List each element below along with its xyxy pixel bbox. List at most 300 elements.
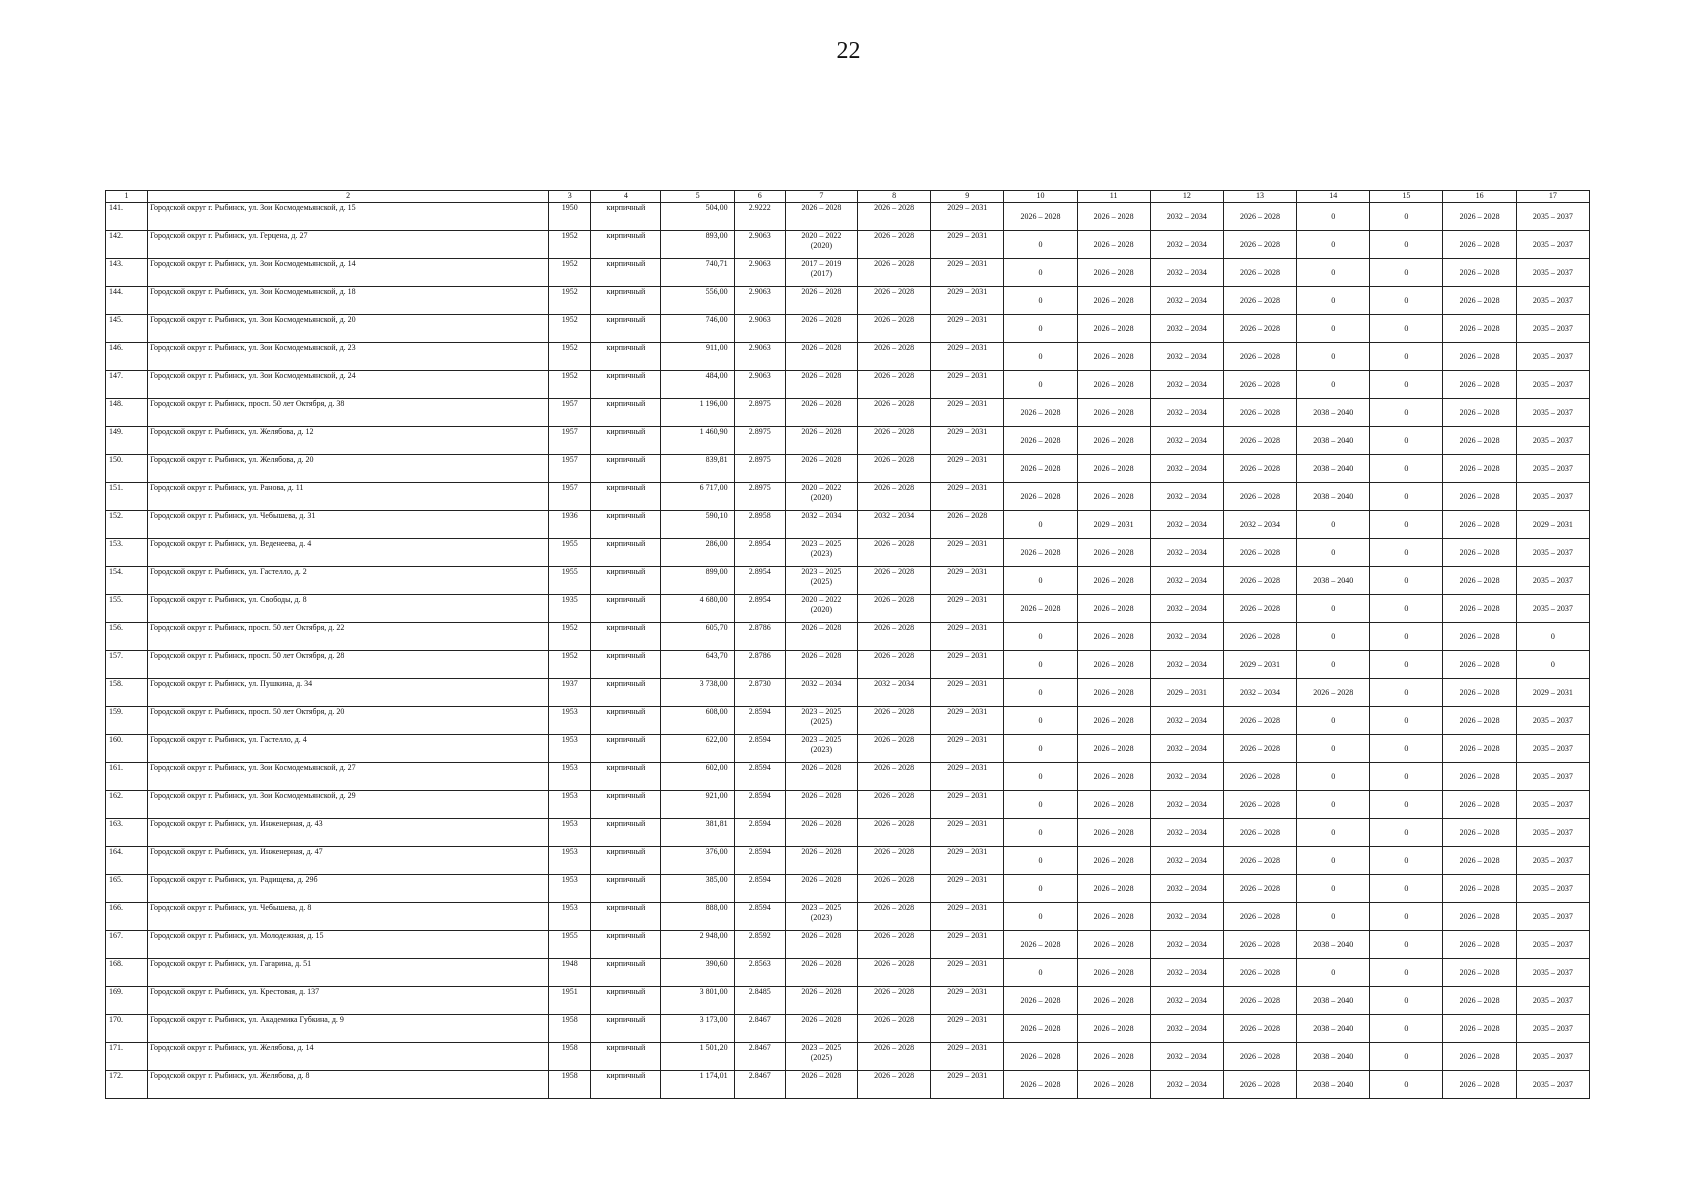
cell-area: 746,00	[661, 315, 734, 343]
column-header-2: 2	[148, 191, 549, 203]
cell-period-col-16: 2026 – 2028	[1443, 343, 1516, 371]
cell-period-col-11: 2026 – 2028	[1077, 1015, 1150, 1043]
cell-period-col-10: 0	[1004, 343, 1077, 371]
cell-area: 590,10	[661, 511, 734, 539]
cell-period-col-11: 2026 – 2028	[1077, 539, 1150, 567]
cell-wall-material: кирпичный	[591, 679, 661, 707]
cell-period-col-9: 2029 – 2031	[931, 231, 1004, 259]
cell-row-number: 159.	[106, 707, 148, 735]
cell-period-col-16: 2026 – 2028	[1443, 1071, 1516, 1099]
cell-coefficient: 2.8594	[734, 847, 785, 875]
table-row	[106, 1043, 1590, 1071]
cell-area: 921,00	[661, 791, 734, 819]
cell-coefficient: 2.8594	[734, 707, 785, 735]
table-row	[106, 595, 1590, 623]
cell-period-col-12: 2032 – 2034	[1150, 931, 1223, 959]
cell-area: 381,81	[661, 819, 734, 847]
cell-year-built: 1955	[549, 931, 591, 959]
cell-period-col-7: 2026 – 2028	[785, 315, 857, 343]
cell-period-col-12: 2032 – 2034	[1150, 1071, 1223, 1099]
cell-period-col-13: 2026 – 2028	[1223, 427, 1296, 455]
cell-coefficient: 2.8467	[734, 1015, 785, 1043]
cell-period-col-10: 2026 – 2028	[1004, 483, 1077, 511]
cell-period-col-9: 2029 – 2031	[931, 1071, 1004, 1099]
column-header-13: 13	[1223, 191, 1296, 203]
cell-period-col-9: 2029 – 2031	[931, 1015, 1004, 1043]
cell-period-col-10: 0	[1004, 903, 1077, 931]
cell-period-col-9: 2029 – 2031	[931, 595, 1004, 623]
cell-period-col-14: 0	[1297, 371, 1370, 399]
cell-period-col-8: 2026 – 2028	[857, 707, 930, 735]
table-row	[106, 287, 1590, 315]
cell-period-col-13: 2026 – 2028	[1223, 1043, 1296, 1071]
cell-period-col-11: 2026 – 2028	[1077, 735, 1150, 763]
cell-period-col-9: 2029 – 2031	[931, 287, 1004, 315]
cell-period-col-9: 2029 – 2031	[931, 315, 1004, 343]
cell-period-col-17: 2035 – 2037	[1516, 567, 1589, 595]
cell-period-col-15: 0	[1370, 595, 1443, 623]
table-row	[106, 399, 1590, 427]
cell-period-col-11: 2026 – 2028	[1077, 399, 1150, 427]
cell-period-col-12: 2032 – 2034	[1150, 231, 1223, 259]
cell-period-col-12: 2032 – 2034	[1150, 959, 1223, 987]
cell-period-col-8: 2026 – 2028	[857, 259, 930, 287]
cell-period-col-17: 2035 – 2037	[1516, 427, 1589, 455]
cell-wall-material: кирпичный	[591, 903, 661, 931]
cell-period-col-17: 2035 – 2037	[1516, 343, 1589, 371]
cell-period-col-16: 2026 – 2028	[1443, 623, 1516, 651]
cell-wall-material: кирпичный	[591, 791, 661, 819]
cell-period-col-12: 2029 – 2031	[1150, 679, 1223, 707]
table-row	[106, 1015, 1590, 1043]
cell-period-col-12: 2032 – 2034	[1150, 399, 1223, 427]
cell-row-number: 146.	[106, 343, 148, 371]
cell-period-col-10: 2026 – 2028	[1004, 987, 1077, 1015]
cell-period-col-12: 2032 – 2034	[1150, 903, 1223, 931]
cell-period-col-11: 2026 – 2028	[1077, 791, 1150, 819]
cell-period-col-10: 2026 – 2028	[1004, 455, 1077, 483]
table-row	[106, 931, 1590, 959]
cell-row-number: 154.	[106, 567, 148, 595]
cell-coefficient: 2.8467	[734, 1043, 785, 1071]
cell-period-col-7: 2026 – 2028	[785, 959, 857, 987]
cell-period-col-17: 2035 – 2037	[1516, 287, 1589, 315]
cell-year-built: 1936	[549, 511, 591, 539]
cell-period-col-16: 2026 – 2028	[1443, 315, 1516, 343]
cell-wall-material: кирпичный	[591, 651, 661, 679]
cell-period-col-14: 0	[1297, 315, 1370, 343]
cell-period-col-10: 0	[1004, 735, 1077, 763]
cell-period-col-15: 0	[1370, 763, 1443, 791]
cell-row-number: 156.	[106, 623, 148, 651]
cell-wall-material: кирпичный	[591, 259, 661, 287]
cell-period-col-8: 2026 – 2028	[857, 231, 930, 259]
table-row	[106, 623, 1590, 651]
cell-period-col-16: 2026 – 2028	[1443, 483, 1516, 511]
cell-year-built: 1955	[549, 567, 591, 595]
cell-year-built: 1958	[549, 1015, 591, 1043]
cell-period-col-11: 2026 – 2028	[1077, 819, 1150, 847]
cell-period-col-13: 2026 – 2028	[1223, 819, 1296, 847]
cell-period-col-12: 2032 – 2034	[1150, 623, 1223, 651]
cell-period-col-11: 2026 – 2028	[1077, 847, 1150, 875]
cell-coefficient: 2.8592	[734, 931, 785, 959]
cell-year-built: 1953	[549, 847, 591, 875]
table-row	[106, 427, 1590, 455]
cell-period-col-15: 0	[1370, 931, 1443, 959]
cell-period-col-12: 2032 – 2034	[1150, 259, 1223, 287]
cell-period-col-9: 2029 – 2031	[931, 1043, 1004, 1071]
cell-period-col-7: 2026 – 2028	[785, 371, 857, 399]
cell-period-col-8: 2026 – 2028	[857, 1071, 930, 1099]
cell-area: 376,00	[661, 847, 734, 875]
cell-period-col-14: 2038 – 2040	[1297, 1043, 1370, 1071]
cell-period-col-17: 2035 – 2037	[1516, 315, 1589, 343]
cell-address: Городской округ г. Рыбинск, ул. Чебышева, д. 31	[148, 511, 549, 539]
cell-period-col-7: 2020 – 2022 (2020)	[785, 231, 857, 259]
cell-period-col-17: 2035 – 2037	[1516, 847, 1589, 875]
cell-period-col-7: 2026 – 2028	[785, 875, 857, 903]
cell-period-col-13: 2026 – 2028	[1223, 343, 1296, 371]
cell-row-number: 150.	[106, 455, 148, 483]
cell-period-col-14: 0	[1297, 819, 1370, 847]
cell-period-col-16: 2026 – 2028	[1443, 707, 1516, 735]
cell-row-number: 169.	[106, 987, 148, 1015]
cell-period-col-17: 2035 – 2037	[1516, 791, 1589, 819]
cell-address: Городской округ г. Рыбинск, ул. Чебышева, д. 8	[148, 903, 549, 931]
cell-period-col-9: 2029 – 2031	[931, 679, 1004, 707]
cell-row-number: 141.	[106, 203, 148, 231]
table-row	[106, 539, 1590, 567]
cell-period-col-7: 2026 – 2028	[785, 623, 857, 651]
cell-period-col-16: 2026 – 2028	[1443, 259, 1516, 287]
cell-period-col-13: 2026 – 2028	[1223, 1015, 1296, 1043]
cell-period-col-7: 2020 – 2022 (2020)	[785, 483, 857, 511]
cell-period-col-16: 2026 – 2028	[1443, 539, 1516, 567]
table-row	[106, 735, 1590, 763]
cell-period-col-8: 2026 – 2028	[857, 987, 930, 1015]
cell-address: Городской округ г. Рыбинск, просп. 50 лет Октября, д. 38	[148, 399, 549, 427]
cell-area: 643,70	[661, 651, 734, 679]
cell-area: 286,00	[661, 539, 734, 567]
cell-period-col-17: 2035 – 2037	[1516, 1015, 1589, 1043]
cell-area: 893,00	[661, 231, 734, 259]
cell-period-col-14: 0	[1297, 847, 1370, 875]
cell-period-col-11: 2026 – 2028	[1077, 455, 1150, 483]
cell-year-built: 1948	[549, 959, 591, 987]
cell-period-col-13: 2032 – 2034	[1223, 679, 1296, 707]
cell-period-col-10: 0	[1004, 315, 1077, 343]
cell-address: Городской округ г. Рыбинск, ул. Зои Космодемьянской, д. 23	[148, 343, 549, 371]
cell-period-col-13: 2026 – 2028	[1223, 1071, 1296, 1099]
cell-row-number: 170.	[106, 1015, 148, 1043]
cell-period-col-13: 2026 – 2028	[1223, 399, 1296, 427]
cell-period-col-10: 0	[1004, 959, 1077, 987]
cell-address: Городской округ г. Рыбинск, ул. Герцена, д. 27	[148, 231, 549, 259]
cell-wall-material: кирпичный	[591, 511, 661, 539]
cell-coefficient: 2.8954	[734, 595, 785, 623]
cell-period-col-10: 2026 – 2028	[1004, 427, 1077, 455]
cell-period-col-15: 0	[1370, 735, 1443, 763]
cell-period-col-8: 2026 – 2028	[857, 1015, 930, 1043]
cell-year-built: 1937	[549, 679, 591, 707]
cell-period-col-10: 0	[1004, 567, 1077, 595]
cell-area: 1 174,01	[661, 1071, 734, 1099]
cell-period-col-11: 2026 – 2028	[1077, 567, 1150, 595]
cell-row-number: 168.	[106, 959, 148, 987]
cell-period-col-8: 2026 – 2028	[857, 875, 930, 903]
cell-period-col-15: 0	[1370, 959, 1443, 987]
cell-period-col-15: 0	[1370, 455, 1443, 483]
cell-area: 605,70	[661, 623, 734, 651]
table-row	[106, 959, 1590, 987]
cell-period-col-9: 2029 – 2031	[931, 931, 1004, 959]
cell-area: 3 173,00	[661, 1015, 734, 1043]
cell-area: 1 196,00	[661, 399, 734, 427]
cell-row-number: 166.	[106, 903, 148, 931]
cell-row-number: 165.	[106, 875, 148, 903]
cell-wall-material: кирпичный	[591, 707, 661, 735]
cell-period-col-17: 2035 – 2037	[1516, 539, 1589, 567]
cell-period-col-8: 2026 – 2028	[857, 483, 930, 511]
cell-wall-material: кирпичный	[591, 483, 661, 511]
cell-period-col-12: 2032 – 2034	[1150, 819, 1223, 847]
cell-period-col-12: 2032 – 2034	[1150, 539, 1223, 567]
cell-period-col-17: 2035 – 2037	[1516, 231, 1589, 259]
cell-period-col-16: 2026 – 2028	[1443, 959, 1516, 987]
cell-period-col-13: 2026 – 2028	[1223, 595, 1296, 623]
cell-period-col-12: 2032 – 2034	[1150, 455, 1223, 483]
cell-period-col-11: 2026 – 2028	[1077, 707, 1150, 735]
cell-period-col-9: 2029 – 2031	[931, 623, 1004, 651]
cell-period-col-12: 2032 – 2034	[1150, 707, 1223, 735]
cell-year-built: 1952	[549, 371, 591, 399]
table-row	[106, 455, 1590, 483]
cell-period-col-14: 0	[1297, 623, 1370, 651]
cell-period-col-13: 2026 – 2028	[1223, 371, 1296, 399]
cell-period-col-10: 2026 – 2028	[1004, 595, 1077, 623]
column-header-4: 4	[591, 191, 661, 203]
cell-period-col-11: 2026 – 2028	[1077, 987, 1150, 1015]
cell-period-col-15: 0	[1370, 679, 1443, 707]
cell-area: 1 501,20	[661, 1043, 734, 1071]
cell-period-col-14: 0	[1297, 763, 1370, 791]
cell-coefficient: 2.8975	[734, 455, 785, 483]
cell-period-col-10: 2026 – 2028	[1004, 399, 1077, 427]
cell-period-col-17: 2035 – 2037	[1516, 707, 1589, 735]
cell-period-col-12: 2032 – 2034	[1150, 791, 1223, 819]
cell-address: Городской округ г. Рыбинск, ул. Веденеева, д. 4	[148, 539, 549, 567]
table-row	[106, 679, 1590, 707]
table-row	[106, 791, 1590, 819]
cell-period-col-7: 2026 – 2028	[785, 987, 857, 1015]
cell-address: Городской округ г. Рыбинск, ул. Желябова, д. 20	[148, 455, 549, 483]
cell-year-built: 1952	[549, 259, 591, 287]
cell-period-col-12: 2032 – 2034	[1150, 343, 1223, 371]
cell-period-col-7: 2026 – 2028	[785, 427, 857, 455]
cell-period-col-7: 2023 – 2025 (2025)	[785, 707, 857, 735]
cell-year-built: 1957	[549, 455, 591, 483]
cell-year-built: 1935	[549, 595, 591, 623]
cell-wall-material: кирпичный	[591, 567, 661, 595]
cell-period-col-13: 2026 – 2028	[1223, 875, 1296, 903]
cell-period-col-16: 2026 – 2028	[1443, 287, 1516, 315]
cell-period-col-13: 2026 – 2028	[1223, 315, 1296, 343]
cell-coefficient: 2.8975	[734, 483, 785, 511]
cell-period-col-7: 2020 – 2022 (2020)	[785, 595, 857, 623]
cell-wall-material: кирпичный	[591, 231, 661, 259]
cell-period-col-15: 0	[1370, 203, 1443, 231]
cell-year-built: 1953	[549, 791, 591, 819]
cell-period-col-15: 0	[1370, 707, 1443, 735]
cell-period-col-15: 0	[1370, 875, 1443, 903]
cell-period-col-15: 0	[1370, 539, 1443, 567]
cell-period-col-17: 2035 – 2037	[1516, 1043, 1589, 1071]
cell-period-col-14: 2038 – 2040	[1297, 931, 1370, 959]
cell-period-col-15: 0	[1370, 623, 1443, 651]
cell-period-col-8: 2026 – 2028	[857, 763, 930, 791]
cell-row-number: 167.	[106, 931, 148, 959]
cell-period-col-10: 0	[1004, 791, 1077, 819]
table-row	[106, 343, 1590, 371]
cell-year-built: 1953	[549, 735, 591, 763]
cell-year-built: 1951	[549, 987, 591, 1015]
cell-period-col-14: 2038 – 2040	[1297, 427, 1370, 455]
cell-period-col-17: 2035 – 2037	[1516, 931, 1589, 959]
cell-period-col-9: 2029 – 2031	[931, 707, 1004, 735]
cell-period-col-7: 2026 – 2028	[785, 1015, 857, 1043]
cell-row-number: 153.	[106, 539, 148, 567]
cell-period-col-12: 2032 – 2034	[1150, 203, 1223, 231]
cell-period-col-15: 0	[1370, 371, 1443, 399]
cell-address: Городской округ г. Рыбинск, ул. Желябова, д. 14	[148, 1043, 549, 1071]
cell-period-col-11: 2026 – 2028	[1077, 203, 1150, 231]
cell-period-col-16: 2026 – 2028	[1443, 763, 1516, 791]
cell-period-col-11: 2026 – 2028	[1077, 595, 1150, 623]
cell-period-col-17: 2029 – 2031	[1516, 511, 1589, 539]
cell-area: 3 801,00	[661, 987, 734, 1015]
cell-period-col-12: 2032 – 2034	[1150, 1043, 1223, 1071]
cell-period-col-7: 2017 – 2019 (2017)	[785, 259, 857, 287]
cell-period-col-16: 2026 – 2028	[1443, 735, 1516, 763]
cell-period-col-11: 2026 – 2028	[1077, 1043, 1150, 1071]
column-header-1: 1	[106, 191, 148, 203]
page-number: 22	[836, 38, 861, 64]
cell-period-col-14: 0	[1297, 875, 1370, 903]
cell-period-col-15: 0	[1370, 987, 1443, 1015]
cell-period-col-9: 2029 – 2031	[931, 819, 1004, 847]
cell-period-col-16: 2026 – 2028	[1443, 567, 1516, 595]
cell-coefficient: 2.9222	[734, 203, 785, 231]
cell-year-built: 1958	[549, 1043, 591, 1071]
cell-period-col-11: 2026 – 2028	[1077, 1071, 1150, 1099]
cell-period-col-14: 0	[1297, 203, 1370, 231]
table-row	[106, 987, 1590, 1015]
cell-period-col-7: 2026 – 2028	[785, 343, 857, 371]
cell-period-col-7: 2026 – 2028	[785, 203, 857, 231]
cell-coefficient: 2.8954	[734, 567, 785, 595]
cell-coefficient: 2.9063	[734, 371, 785, 399]
cell-period-col-15: 0	[1370, 819, 1443, 847]
column-header-15: 15	[1370, 191, 1443, 203]
cell-period-col-14: 2038 – 2040	[1297, 1015, 1370, 1043]
cell-period-col-15: 0	[1370, 1043, 1443, 1071]
cell-period-col-12: 2032 – 2034	[1150, 483, 1223, 511]
cell-period-col-8: 2032 – 2034	[857, 511, 930, 539]
cell-area: 602,00	[661, 763, 734, 791]
cell-row-number: 148.	[106, 399, 148, 427]
cell-period-col-13: 2029 – 2031	[1223, 651, 1296, 679]
cell-period-col-16: 2026 – 2028	[1443, 875, 1516, 903]
cell-period-col-7: 2032 – 2034	[785, 511, 857, 539]
column-header-14: 14	[1297, 191, 1370, 203]
cell-period-col-14: 0	[1297, 651, 1370, 679]
cell-period-col-15: 0	[1370, 567, 1443, 595]
cell-period-col-15: 0	[1370, 259, 1443, 287]
cell-period-col-14: 0	[1297, 903, 1370, 931]
cell-period-col-16: 2026 – 2028	[1443, 679, 1516, 707]
cell-row-number: 149.	[106, 427, 148, 455]
cell-period-col-9: 2029 – 2031	[931, 539, 1004, 567]
cell-period-col-7: 2026 – 2028	[785, 399, 857, 427]
cell-row-number: 171.	[106, 1043, 148, 1071]
cell-period-col-9: 2029 – 2031	[931, 343, 1004, 371]
cell-period-col-10: 2026 – 2028	[1004, 203, 1077, 231]
cell-coefficient: 2.9063	[734, 259, 785, 287]
cell-period-col-16: 2026 – 2028	[1443, 1043, 1516, 1071]
cell-period-col-13: 2026 – 2028	[1223, 539, 1296, 567]
cell-area: 899,00	[661, 567, 734, 595]
cell-period-col-12: 2032 – 2034	[1150, 651, 1223, 679]
cell-period-col-15: 0	[1370, 427, 1443, 455]
cell-period-col-11: 2026 – 2028	[1077, 315, 1150, 343]
column-header-7: 7	[785, 191, 857, 203]
cell-period-col-10: 0	[1004, 707, 1077, 735]
cell-area: 2 948,00	[661, 931, 734, 959]
cell-period-col-16: 2026 – 2028	[1443, 455, 1516, 483]
cell-period-col-13: 2026 – 2028	[1223, 931, 1296, 959]
cell-period-col-15: 0	[1370, 791, 1443, 819]
cell-period-col-10: 0	[1004, 623, 1077, 651]
cell-period-col-13: 2026 – 2028	[1223, 259, 1296, 287]
cell-period-col-8: 2026 – 2028	[857, 931, 930, 959]
cell-wall-material: кирпичный	[591, 819, 661, 847]
cell-period-col-8: 2026 – 2028	[857, 343, 930, 371]
cell-period-col-8: 2026 – 2028	[857, 791, 930, 819]
cell-wall-material: кирпичный	[591, 847, 661, 875]
cell-period-col-17: 2035 – 2037	[1516, 455, 1589, 483]
cell-wall-material: кирпичный	[591, 735, 661, 763]
cell-coefficient: 2.8467	[734, 1071, 785, 1099]
cell-period-col-13: 2026 – 2028	[1223, 735, 1296, 763]
cell-period-col-13: 2026 – 2028	[1223, 791, 1296, 819]
cell-area: 608,00	[661, 707, 734, 735]
cell-wall-material: кирпичный	[591, 987, 661, 1015]
cell-period-col-17: 2035 – 2037	[1516, 203, 1589, 231]
cell-wall-material: кирпичный	[591, 427, 661, 455]
cell-coefficient: 2.8594	[734, 735, 785, 763]
cell-period-col-17: 2035 – 2037	[1516, 735, 1589, 763]
cell-period-col-10: 0	[1004, 287, 1077, 315]
cell-period-col-9: 2029 – 2031	[931, 791, 1004, 819]
cell-period-col-7: 2026 – 2028	[785, 931, 857, 959]
cell-period-col-15: 0	[1370, 315, 1443, 343]
cell-wall-material: кирпичный	[591, 959, 661, 987]
cell-address: Городской округ г. Рыбинск, ул. Молодежная, д. 15	[148, 931, 549, 959]
cell-period-col-16: 2026 – 2028	[1443, 511, 1516, 539]
cell-year-built: 1955	[549, 539, 591, 567]
table-body	[106, 203, 1590, 1099]
